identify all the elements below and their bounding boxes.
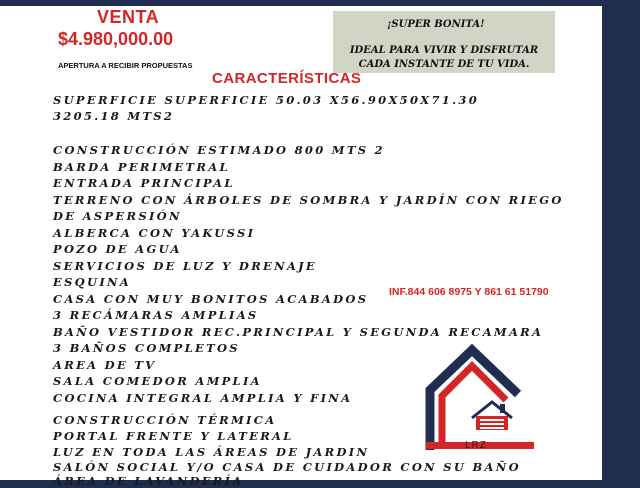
flyer-sheet [0,6,602,488]
feature-item: SUPERFICIE SUPERFICIE 50.03 X56.90X50X71.30 [53,93,480,107]
feature-item: ESQUINA [53,275,132,289]
promo-text [333,44,555,72]
feature-item: DE ASPERSIÓN [53,209,182,223]
promo-headline: ¡SUPER BONITA! [387,19,485,30]
sale-label: VENTA [97,7,160,27]
promo-line-3: CADA INSTANTE DE TU VIDA. [358,59,530,70]
feature-item: 3205.18 MTS2 [53,109,175,123]
logo-text: LRZ [465,440,487,451]
feature-item: CONSTRUCCIÓN TÉRMICA [53,413,277,427]
offers-note: APERTURA A RECIBIR PROPUESTAS [58,61,193,70]
feature-item: ALBERCA CON YAKUSSI [53,226,256,240]
feature-item: LUZ EN TODA LAS ÁREAS DE JARDIN [53,445,370,459]
contact-phones: INF.844 606 8975 Y 861 61 51790 [389,286,549,298]
feature-item: ENTRADA PRINCIPAL [53,176,235,190]
section-title: CARACTERÍSTICAS [212,70,362,87]
promo-line-2: IDEAL PARA VIVIR Y DISFRUTAR [349,45,539,56]
feature-item: ÁREA DE LAVANDERÍA [53,474,244,488]
feature-item: POZO DE AGUA [53,242,182,256]
promo-box [333,11,555,73]
feature-item: 3 BAÑOS COMPLETOS [53,341,240,355]
feature-item: BAÑO VESTIDOR REC.PRINCIPAL Y SEGUNDA RECAMARA [53,325,544,339]
feature-item: BARDA PERIMETRAL [53,160,230,174]
feature-item: 3 RECÁMARAS AMPLIAS [53,308,259,322]
feature-item: COCINA INTEGRAL AMPLIA Y FINA [53,391,353,405]
price: $4.980,000.00 [58,29,174,49]
feature-item: SALÓN SOCIAL Y/O CASA DE CUIDADOR CON SU BAÑO [53,460,521,474]
feature-item: TERRENO CON ÁRBOLES DE SOMBRA Y JARDÍN CON RIEGO [53,193,564,207]
feature-item: PORTAL FRENTE Y LATERAL [53,429,294,443]
feature-item: CASA CON MUY BONITOS ACABADOS [53,292,369,306]
feature-item: SERVICIOS DE LUZ Y DRENAJE [53,259,317,273]
feature-item: SALA COMEDOR AMPLIA [53,374,262,388]
feature-item: AREA DE TV [53,358,157,372]
feature-item: CONSTRUCCIÓN ESTIMADO 800 MTS 2 [53,143,385,157]
